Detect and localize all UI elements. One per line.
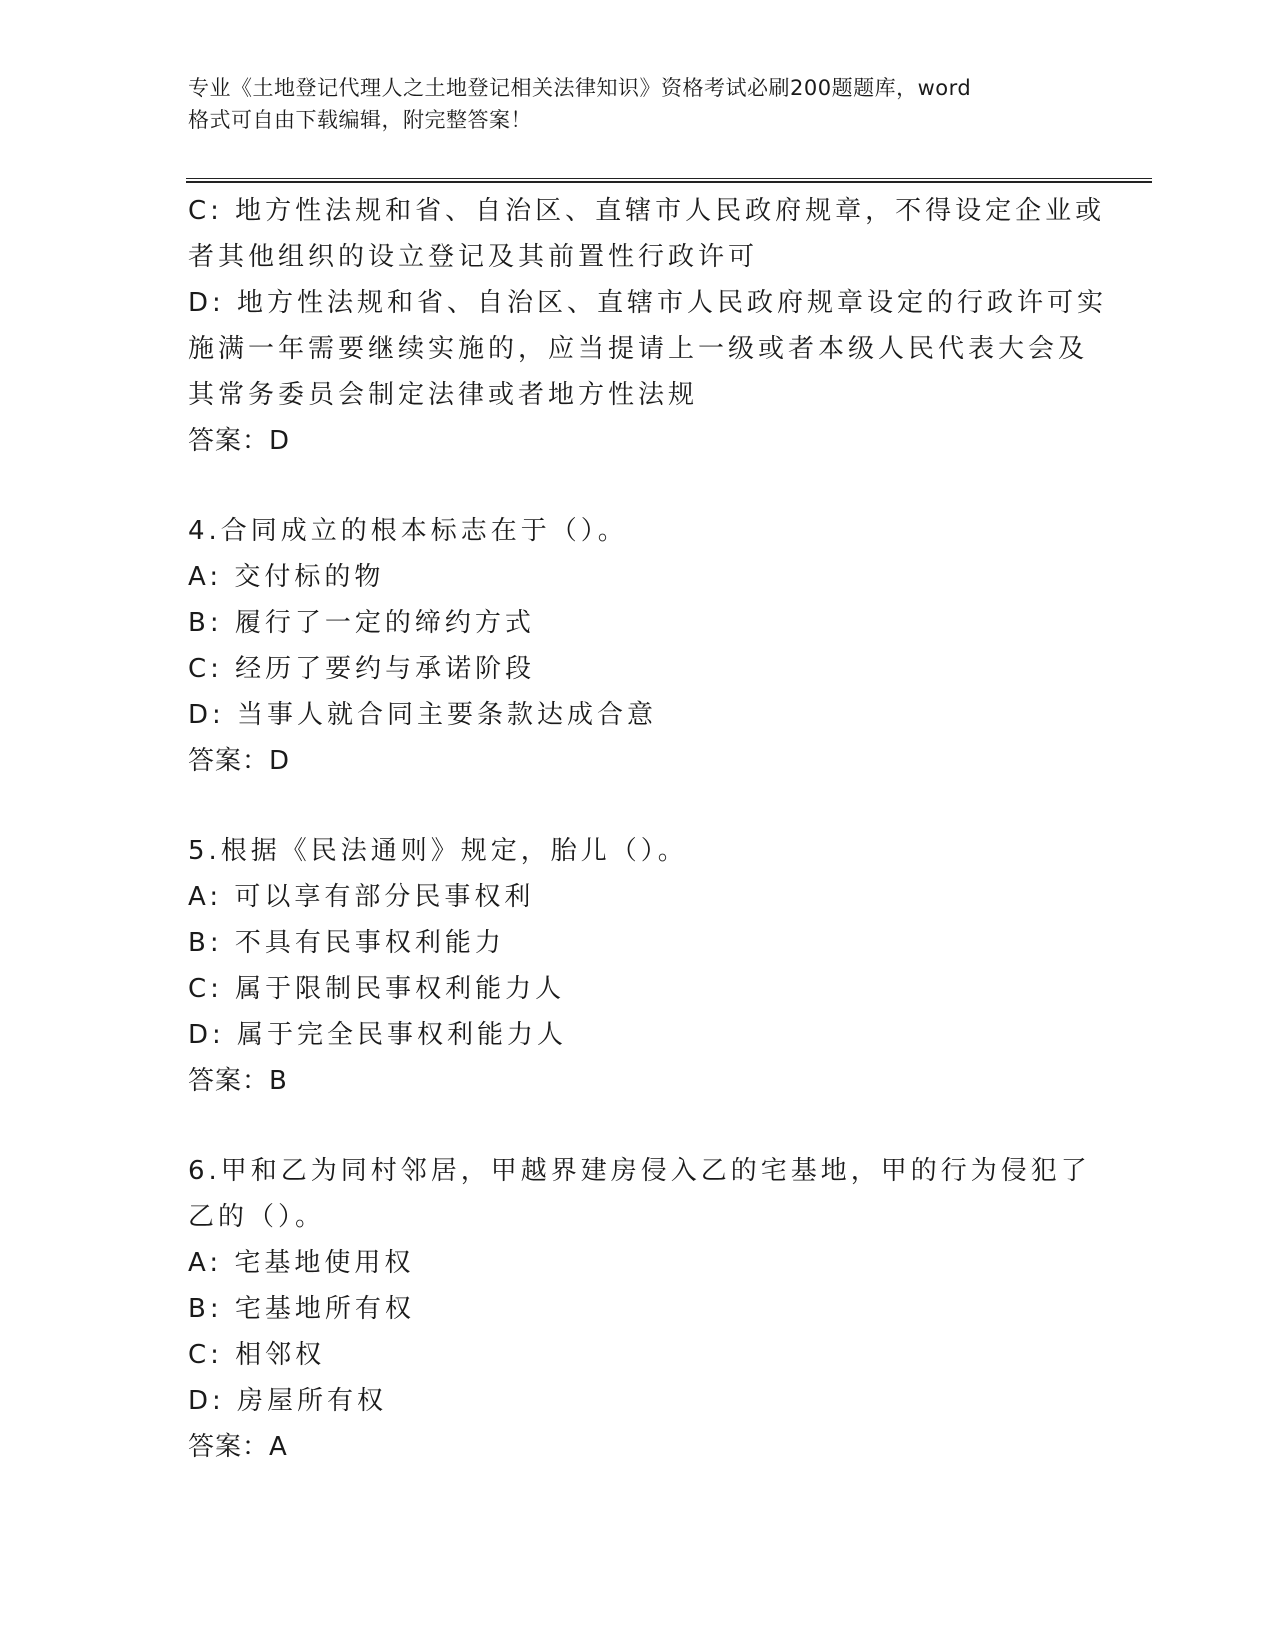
option-d: D: 当事人就合同主要条款达成合意 — [188, 700, 658, 730]
page-header — [188, 72, 1088, 136]
question-5 — [188, 828, 1088, 1104]
question-6 — [188, 1148, 1091, 1470]
option-d-line-2: 施满一年需要继续实施的，应当提请上一级或者本级人民代表大会及 — [188, 334, 1089, 364]
option-b: B: 履行了一定的缔约方式 — [188, 608, 535, 638]
question-stem-line-1: 6.甲和乙为同村邻居，甲越界建房侵入乙的宅基地，甲的行为侵犯了 — [188, 1156, 1091, 1186]
answer-6: 答案：A — [188, 1432, 288, 1462]
question-stem-line-2: 乙的（）。 — [188, 1202, 326, 1232]
question-stem: 4.合同成立的根本标志在于（）。 — [188, 516, 628, 546]
option-a: A: 可以享有部分民事权利 — [188, 882, 535, 912]
answer-5: 答案：B — [188, 1066, 288, 1096]
option-c: C: 经历了要约与承诺阶段 — [188, 654, 536, 684]
option-a: A: 交付标的物 — [188, 562, 385, 592]
option-c: C: 相邻权 — [188, 1340, 326, 1370]
header-line-1: 专业《土地登记代理人之土地登记相关法律知识》资格考试必刷200题题库，word — [188, 76, 972, 100]
option-d-line-3: 其常务委员会制定法律或者地方性法规 — [188, 380, 699, 410]
answer-4: 答案：D — [188, 746, 291, 776]
question-4 — [188, 508, 1088, 784]
option-d-line-1: D: 地方性法规和省、自治区、直辖市人民政府规章设定的行政许可实 — [188, 288, 1108, 318]
option-c-line-2: 者其他组织的设立登记及其前置性行政许可 — [188, 242, 759, 272]
question-content — [188, 188, 1108, 1470]
header-line-2: 格式可自由下载编辑，附完整答案！ — [188, 108, 532, 132]
option-a: A: 宅基地使用权 — [188, 1248, 415, 1278]
option-b: B: 宅基地所有权 — [188, 1294, 415, 1324]
option-d: D: 属于完全民事权利能力人 — [188, 1020, 568, 1050]
option-c: C: 属于限制民事权利能力人 — [188, 974, 566, 1004]
option-c-line-1: C: 地方性法规和省、自治区、直辖市人民政府规章，不得设定企业或 — [188, 196, 1106, 226]
option-b: B: 不具有民事权利能力 — [188, 928, 505, 958]
option-d: D: 房屋所有权 — [188, 1386, 388, 1416]
question-3-continued — [188, 188, 1108, 464]
answer-3: 答案：D — [188, 426, 291, 456]
question-stem: 5.根据《民法通则》规定，胎儿（）。 — [188, 836, 688, 866]
header-divider — [186, 178, 1152, 183]
